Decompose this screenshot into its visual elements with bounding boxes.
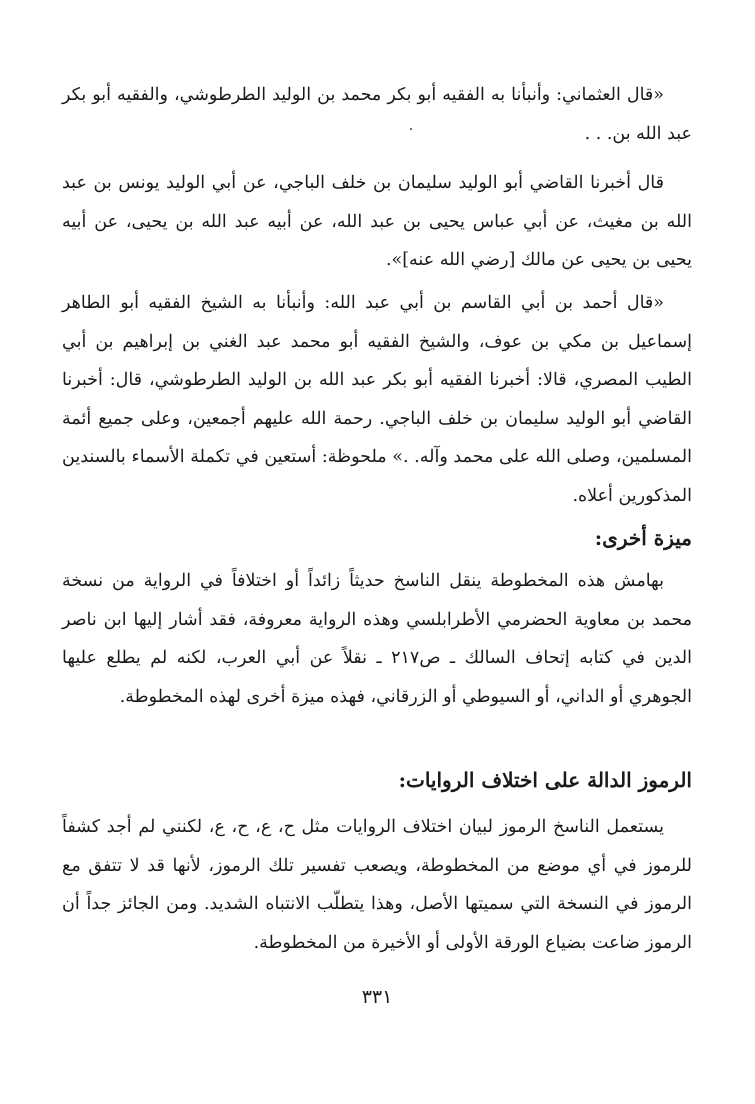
document-page [62,0,692,1104]
paragraph-margin-notes: بهامش هذه المخطوطة ينقل الناسخ حديثاً زائداً أو اختلافاً في الرواية من نسخة محمد بن معاوية الحضرمي الأطرابلسي وهذه الرواية معروفة، فقد أشار إليها ابن ناصر الدين في كتابه إتحاف السالك ـ ص٢١٧ ـ نقلاً عن أبي العرب، لكنه لم يطلع عليها الجوهري أو الداني، أو السيوطي أو الزرقاني، فهذه ميزة أخرى لهذه المخطوطة. [62,571,692,707]
paragraph-uthmani-chain: «قال العثماني: وأنبأنا به الفقيه أبو بكر محمد بن الوليد الطرطوشي، والفقيه أبو بكر عبد الله بن. . . [62,85,692,144]
paragraph-ahmad-chain: «قال أحمد بن أبي القاسم بن أبي عبد الله: وأنبأنا به الشيخ الفقيه أبو الطاهر إسماعيل بن مكي بن عوف، والشيخ الفقيه أبو محمد عبد الغني بن إبراهيم بن أبي الطيب المصري، قالا: أخبرنا الفقيه أبو بكر عبد الله بن الوليد الطرطوشي، قال: أخبرنا القاضي أبو الوليد سليمان بن خلف الباجي. رحمة الله عليهم أجمعين، وعلى جميع أئمة المسلمين، وصلى الله على محمد وآله. .» ملحوظة: أستعين في تكملة الأسماء بالسندين المذكورين أعلاه. [62,293,692,506]
section-heading-another-feature: ميزة أخرى: [594,526,692,550]
page-number: ٣٣١ [361,986,393,1008]
section-heading-variant-symbols: الرموز الدالة على اختلاف الروايات: [398,768,692,792]
paragraph-variant-symbols: يستعمل الناسخ الرموز لبيان اختلاف الروايات مثل ح، ع، ح، ع، لكنني لم أجد كشفاً للرموز في أي موضع من المخطوطة، ويصعب تفسير تلك الرموز، لأنها قد لا تتفق مع الرموز في النسخة التي سميتها الأصل، وهذا يتطلّب الانتباه الشديد. ومن الجائز جداً أن الرموز ضاعت بضياع الورقة الأولى أو الأخيرة من المخطوطة. [62,817,692,953]
paragraph-baji-chain: قال أخبرنا القاضي أبو الوليد سليمان بن خلف الباجي، عن أبي الوليد يونس بن عبد الله بن مغيث، عن أبي عباس يحيى بن عبد الله، عن أبيه عبد الله بن يحيى، عن أبيه يحيى بن يحيى عن مالك [رضي الله عنه]». [62,173,692,270]
scan-speck [410,128,412,130]
